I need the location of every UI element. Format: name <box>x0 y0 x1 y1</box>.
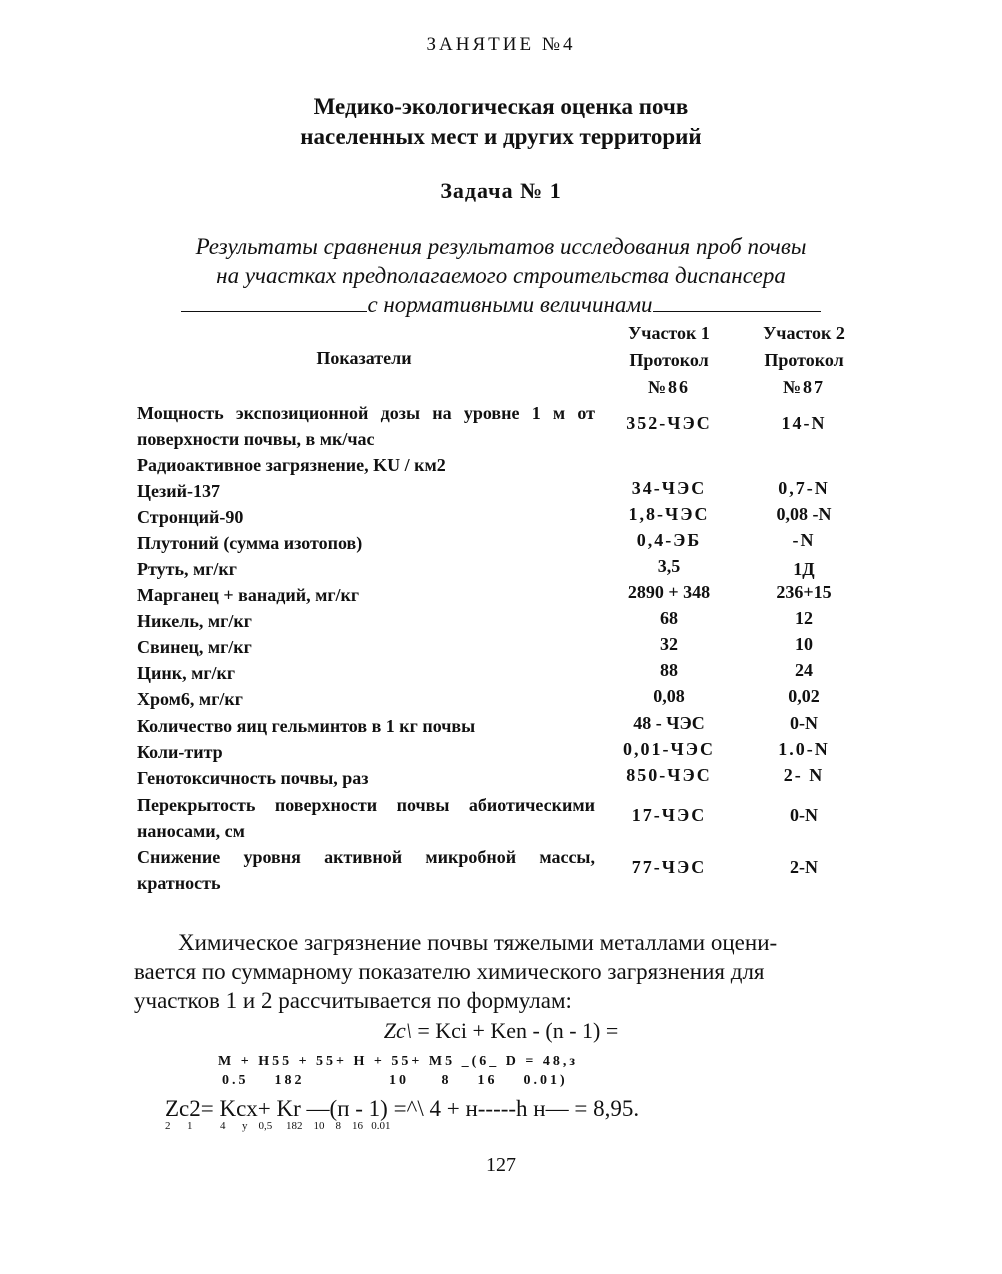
formula-2-denominators: 0.5 182 10 8 16 0.01) <box>222 1073 568 1088</box>
site-1-value: 32 <box>660 634 678 654</box>
paragraph-line-3: участков 1 и 2 рассчитывается по формулам: <box>134 988 572 1013</box>
formula-1-rhs: = Kci + Ken - (n - 1) = <box>411 1018 619 1043</box>
site-2-value: 12 <box>795 608 813 628</box>
site-1-label: Участок 1 <box>628 323 710 343</box>
site-1-value: 352-ЧЭС <box>626 413 712 433</box>
site-2-value: 0-N <box>790 805 818 825</box>
site-2-value: 1.0-N <box>778 739 830 759</box>
row-label: Марганец + ванадий, мг/кг <box>137 585 360 605</box>
table-row <box>134 504 864 530</box>
table-row <box>134 478 864 504</box>
site-2-value: 0-N <box>790 713 818 733</box>
page-title <box>0 92 1002 152</box>
body-paragraph <box>134 928 860 1015</box>
site-1-value: 2890 + 348 <box>627 582 711 602</box>
row-label: Свинец, мг/кг <box>137 637 252 657</box>
table-row <box>134 582 864 608</box>
site-1-protocol-number: №86 <box>647 377 691 397</box>
site-2-value: 0,7-N <box>778 478 830 498</box>
row-label: Количество яиц гельминтов в 1 кг почвы <box>137 716 476 736</box>
row-label: Генотоксичность почвы, раз <box>137 768 369 788</box>
paragraph-line-1: Химическое загрязнение почвы тяжелыми металлами оцени- <box>178 930 778 955</box>
caption-line-3 <box>0 290 1002 319</box>
row-label: Мощность экспозиционной дозы на уровне 1 м от поверхности почвы, в мк/час <box>137 403 595 449</box>
table-row <box>134 844 864 896</box>
site-1-value: 0,4-ЭБ <box>636 530 702 550</box>
blank-line <box>653 293 821 312</box>
site-1-value: 0,01-ЧЭС <box>623 739 715 759</box>
row-label: Никель, мг/кг <box>137 611 252 631</box>
site-2-value: 0,08 -N <box>776 504 832 524</box>
table-row <box>134 400 864 452</box>
site-2-value: 236+15 <box>776 582 832 602</box>
title-line-1: Медико-экологическая оценка почв <box>313 94 689 119</box>
site-2-value: 10 <box>795 634 813 654</box>
row-label: Ртуть, мг/кг <box>137 559 237 579</box>
site-2-label: Участок 2 <box>763 323 845 343</box>
blank-line <box>181 293 367 312</box>
site-2-value: 14-N <box>781 413 827 433</box>
indicator-column-header: Показатели <box>316 348 412 368</box>
site-1-value: 3,5 <box>657 556 681 576</box>
site-2-value: -N <box>792 530 816 550</box>
site-2-value: 2- N <box>783 765 825 785</box>
row-label: Плутоний (сумма изотопов) <box>137 533 363 553</box>
formula-1-lhs: Zc\ <box>383 1018 412 1043</box>
formula-3-subscripts: 2 1 4 у 0,5 182 10 8 16 0.01 <box>165 1120 391 1132</box>
caption-line-3-text: с нормативными величинами <box>367 292 653 317</box>
caption-line-1: Результаты сравнения результатов исследования проб почвы <box>195 234 807 259</box>
site-2-value: 1Д <box>793 559 815 579</box>
table-row <box>134 634 864 660</box>
site-1-value: 1,8-ЧЭС <box>628 504 710 524</box>
site-1-column-header <box>604 320 734 401</box>
formula-3: Zc2= Kcx+ Kr —(п - 1) =^\ 4 + н-----h н— = 8,95. <box>165 1096 640 1121</box>
table-row <box>134 686 864 713</box>
site-1-value: 77-ЧЭС <box>631 857 707 877</box>
row-label: Перекрытость поверхности почвы абиотическими наносами, см <box>137 795 595 841</box>
site-1-value: 0,08 <box>653 686 685 706</box>
table-row <box>134 713 864 739</box>
results-table <box>134 400 864 896</box>
table-row <box>134 452 864 478</box>
row-label: Стронций-90 <box>137 507 244 527</box>
site-2-value: 0,02 <box>788 686 820 706</box>
site-1-protocol-label: Протокол <box>629 350 709 370</box>
site-2-column-header <box>739 320 869 401</box>
table-row <box>134 765 864 792</box>
table-row <box>134 660 864 686</box>
site-2-protocol-number: №87 <box>782 377 826 397</box>
site-2-value: 24 <box>795 660 813 680</box>
table-row <box>134 556 864 582</box>
table-row <box>134 608 864 634</box>
task-heading: Задача № 1 <box>440 178 562 203</box>
table-caption <box>0 232 1002 319</box>
table-row <box>134 739 864 765</box>
row-label: Хром6, мг/кг <box>137 689 243 709</box>
row-label: Коли-титр <box>137 742 223 762</box>
formula-1 <box>0 1018 1002 1044</box>
paragraph-line-2: вается по суммарному показателю химического загрязнения для <box>134 959 765 984</box>
lesson-heading: ЗАНЯТИЕ №4 <box>426 34 576 55</box>
site-1-value: 88 <box>660 660 678 680</box>
row-label: Цинк, мг/кг <box>137 663 236 683</box>
table-row <box>134 792 864 844</box>
site-1-value: 850-ЧЭС <box>626 765 712 785</box>
caption-line-2: на участках предполагаемого строительства диспансера <box>216 263 786 288</box>
site-1-value: 17-ЧЭС <box>631 805 707 825</box>
row-label: Цезий-137 <box>137 481 220 501</box>
row-label: Радиоактивное загрязнение, KU / км2 <box>137 455 446 475</box>
site-1-value: 34-ЧЭС <box>631 478 707 498</box>
table-header <box>134 320 864 400</box>
site-1-value: 48 - ЧЭС <box>633 713 705 733</box>
site-1-value: 68 <box>660 608 678 628</box>
page-number: 127 <box>486 1154 516 1176</box>
site-2-protocol-label: Протокол <box>764 350 844 370</box>
row-label: Снижение уровня активной микробной массы, кратность <box>137 847 595 893</box>
table-row <box>134 530 864 556</box>
title-line-2: населенных мест и других территорий <box>300 124 702 149</box>
site-2-value: 2-N <box>790 857 818 877</box>
formula-2-numerators: M + H55 + 55+ H + 55+ M5 _(6_ D = 48,з <box>218 1054 578 1069</box>
